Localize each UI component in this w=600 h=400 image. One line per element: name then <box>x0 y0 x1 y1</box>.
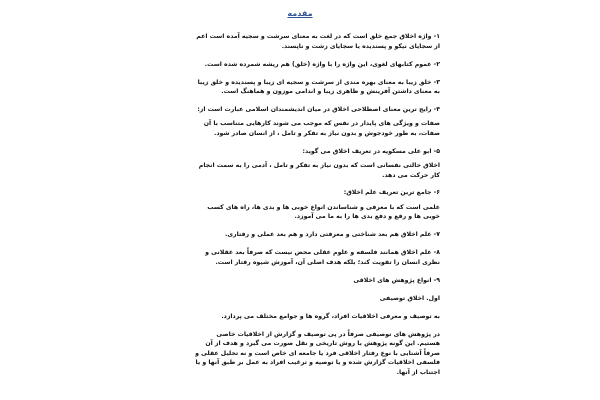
paragraph-6: ۶- جامع ترین تعریف علم اخلاق: <box>343 189 440 197</box>
paragraph-5: ۵- ابو علی مسکویه در تعریف اخلاق می گوید: <box>302 147 440 155</box>
page-title: مقدمه <box>287 9 313 18</box>
paragraph-9: ۹- انواع پژوهش های اخلاقی <box>353 276 440 284</box>
paragraph-4: ۴- رایج ترین معنای اصطلاحی اخلاق در میان اندیشمندان اسلامی عبارت است از: <box>197 106 440 114</box>
paragraph-6-definition: علمی است که با معرفی و شناساندن انواع خوبی ها و بدی ها، راه های کسب خوبی ها و رفع و دفع بدی ها را به ما می آموزد. <box>207 203 440 221</box>
paragraph-descriptive-detail: در پژوهش های توصیفی صرفاً در پی توصیف و گزارش از اخلاقیات خاصی هستیم. این گونه پژوهش با روش تاریخی و نقل صورت می گیرد و هدف از آن صرفاً آشنایی با نوع رفتار اخلاقی فرد یا جامعه ای خاص است و نه تحلیل عقلی و فلسفی اخلاقیات گزارش شده و یا توصیه و ترغیب افراد به عمل بر طبق آنها و یا اجتناب از آنها. <box>195 330 440 377</box>
paragraph-5-definition: اخلاق حالتی نفسانی است که بدون نیاز به تفکر و تامل ، آدمی را به سمت انجام کار حرکت می دهد. <box>198 161 440 179</box>
paragraph-descriptive-intro: به توصیف و معرفی اخلاقیات افراد، گروه ها و جوامع مختلف می پردازد. <box>221 312 440 320</box>
document-body <box>195 32 440 386</box>
paragraph-1: ۱- واژه اخلاق جمع خلق است که در لغت به معنای سرشت و سجیه آمده است اعم از سجایای نیکو و پسندیده یا سجایای زشت و ناپسند. <box>196 33 440 50</box>
paragraph-3: ۳- خلق زیبا به معنای بهره مندی از سرشت و سجیه ای زیبا و پسندیده و خلق زیبا به معنای داشتن آفرینش و ظاهری زیبا و اندامی موزون و هماهنگ است. <box>197 78 440 96</box>
paragraph-2: ۲- عموم کتابهای لغوی، این واژه را با واژه (خلق) هم ریشه شمرده شده است. <box>204 60 440 68</box>
paragraph-7: ۷- علم اخلاق هم بعد شناختی و معرفتی دارد و هم بعد عملی و رفتاری. <box>225 231 440 239</box>
paragraph-8: ۸- علم اخلاق همانند فلسفه و علوم عقلی محض نیست که صرفاً بعد عقلانی و نظری انسان را تقویت کند؛ بلکه هدف اصلی آن، آموزش شیوه رفتار است. <box>205 249 440 266</box>
section-heading-descriptive-ethics: اول. اخلاق توصیفی <box>379 294 440 302</box>
paragraph-4-definition: صفات و ویژگی های پایدار در نفس که موجب می شوند کارهایی متناسب با آن صفات، به طور خودجوش و بدون نیاز به تفکر و تامل ، از انسان صادر شود. <box>203 120 440 137</box>
